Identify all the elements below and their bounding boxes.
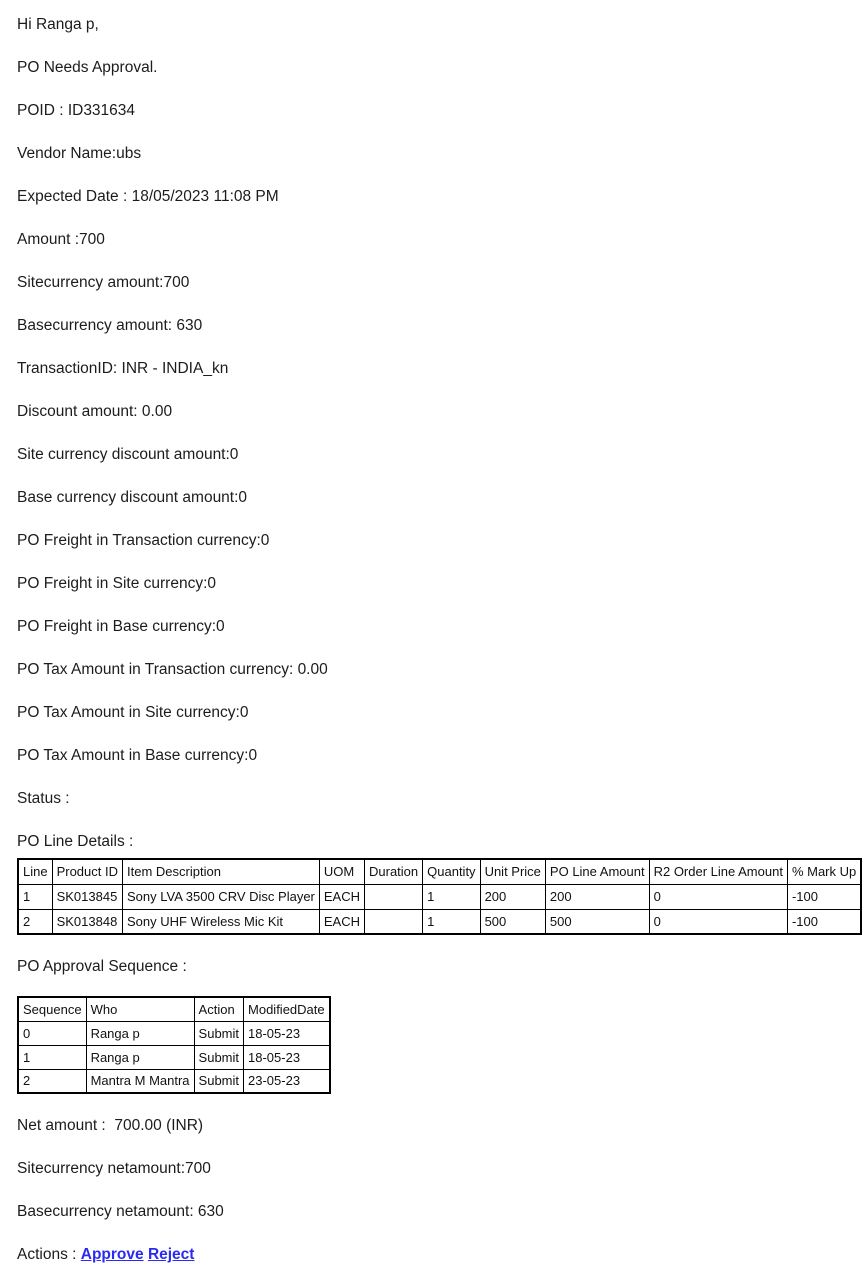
po-line-header-cell: R2 Order Line Amount: [649, 859, 787, 884]
approval-cell: Submit: [194, 1045, 243, 1069]
greeting-text: Hi Ranga p,: [17, 16, 99, 33]
needs-approval-text: PO Needs Approval.: [17, 59, 158, 76]
basecurrency-amount-text: Basecurrency amount: 630: [17, 317, 203, 334]
po-freight-site-text: PO Freight in Site currency:0: [17, 575, 216, 592]
po-line-cell: EACH: [319, 884, 364, 909]
po-line-header-row: [18, 859, 861, 884]
discount-amount-text: Discount amount: 0.00: [17, 403, 173, 420]
approval-cell: 23-05-23: [244, 1069, 330, 1093]
po-line-cell: 500: [545, 909, 649, 934]
transaction-id-text: TransactionID: INR - INDIA_kn: [17, 360, 229, 377]
po-approval-sequence-heading: PO Approval Sequence :: [17, 958, 187, 975]
expected-date-text: Expected Date : 18/05/2023 11:08 PM: [17, 188, 279, 205]
approval-header-row: [18, 997, 330, 1021]
approval-cell: 0: [18, 1021, 86, 1045]
approval-header-cell: Sequence: [18, 997, 86, 1021]
reject-link[interactable]: Reject: [147, 1246, 195, 1263]
vendor-name-text: Vendor Name:ubs: [17, 145, 142, 162]
po-line-cell: [365, 884, 423, 909]
approval-cell: Submit: [194, 1069, 243, 1093]
po-line-header-cell: UOM: [319, 859, 364, 884]
po-line-header-cell: % Mark Up: [787, 859, 861, 884]
approval-header-cell: ModifiedDate: [244, 997, 330, 1021]
approval-cell: Mantra M Mantra: [86, 1069, 194, 1093]
po-tax-base-text: PO Tax Amount in Base currency:0: [17, 747, 258, 764]
amount-text: Amount :700: [17, 231, 105, 248]
po-line-cell: 0: [649, 909, 787, 934]
approval-row: [18, 1021, 330, 1045]
po-line-cell: 1: [423, 884, 480, 909]
approval-header-cell: Who: [86, 997, 194, 1021]
basecurrency-netamount-text: Basecurrency netamount: 630: [17, 1203, 224, 1220]
approval-cell: Ranga p: [86, 1045, 194, 1069]
po-line-details-table: [17, 858, 862, 935]
po-line-cell: 500: [480, 909, 545, 934]
po-line-cell: [365, 909, 423, 934]
po-line-header-cell: Line: [18, 859, 52, 884]
po-line-cell: -100: [787, 909, 861, 934]
po-tax-transaction-text: PO Tax Amount in Transaction currency: 0.00: [17, 661, 328, 678]
approval-header-cell: Action: [194, 997, 243, 1021]
approve-link[interactable]: Approve: [80, 1246, 144, 1263]
po-line-cell: SK013845: [52, 884, 122, 909]
po-line-details-heading: PO Line Details :: [17, 833, 134, 850]
po-tax-site-text: PO Tax Amount in Site currency:0: [17, 704, 249, 721]
sitecurrency-amount-text: Sitecurrency amount:700: [17, 274, 190, 291]
approval-cell: 18-05-23: [244, 1021, 330, 1045]
approval-cell: 18-05-23: [244, 1045, 330, 1069]
approval-cell: Ranga p: [86, 1021, 194, 1045]
po-approval-sequence-table: [17, 996, 331, 1094]
po-freight-transaction-text: PO Freight in Transaction currency:0: [17, 532, 270, 549]
po-line-cell: SK013848: [52, 909, 122, 934]
po-line-row: [18, 884, 861, 909]
po-line-header-cell: PO Line Amount: [545, 859, 649, 884]
po-line-cell: 200: [545, 884, 649, 909]
actions-label: Actions :: [17, 1246, 81, 1263]
sitecurrency-netamount-text: Sitecurrency netamount:700: [17, 1160, 211, 1177]
po-line-cell: 200: [480, 884, 545, 909]
net-amount-text: Net amount : 700.00 (INR): [17, 1117, 204, 1134]
approval-row: [18, 1069, 330, 1093]
po-line-row: [18, 909, 861, 934]
approval-cell: Submit: [194, 1021, 243, 1045]
approval-cell: 1: [18, 1045, 86, 1069]
po-line-cell: -100: [787, 884, 861, 909]
approval-cell: 2: [18, 1069, 86, 1093]
approval-row: [18, 1045, 330, 1069]
po-line-cell: 1: [423, 909, 480, 934]
po-line-cell: Sony UHF Wireless Mic Kit: [123, 909, 320, 934]
po-line-cell: 0: [649, 884, 787, 909]
status-text: Status :: [17, 790, 70, 807]
base-currency-discount-text: Base currency discount amount:0: [17, 489, 248, 506]
po-line-cell: 2: [18, 909, 52, 934]
po-line-header-cell: Duration: [365, 859, 423, 884]
poid-text: POID : ID331634: [17, 102, 136, 119]
po-line-cell: Sony LVA 3500 CRV Disc Player: [123, 884, 320, 909]
po-line-header-cell: Item Description: [123, 859, 320, 884]
po-line-cell: EACH: [319, 909, 364, 934]
actions-row: [17, 1244, 790, 1265]
po-line-header-cell: Product ID: [52, 859, 122, 884]
site-currency-discount-text: Site currency discount amount:0: [17, 446, 239, 463]
po-line-cell: 1: [18, 884, 52, 909]
po-freight-base-text: PO Freight in Base currency:0: [17, 618, 225, 635]
po-line-header-cell: Unit Price: [480, 859, 545, 884]
po-line-header-cell: Quantity: [423, 859, 480, 884]
